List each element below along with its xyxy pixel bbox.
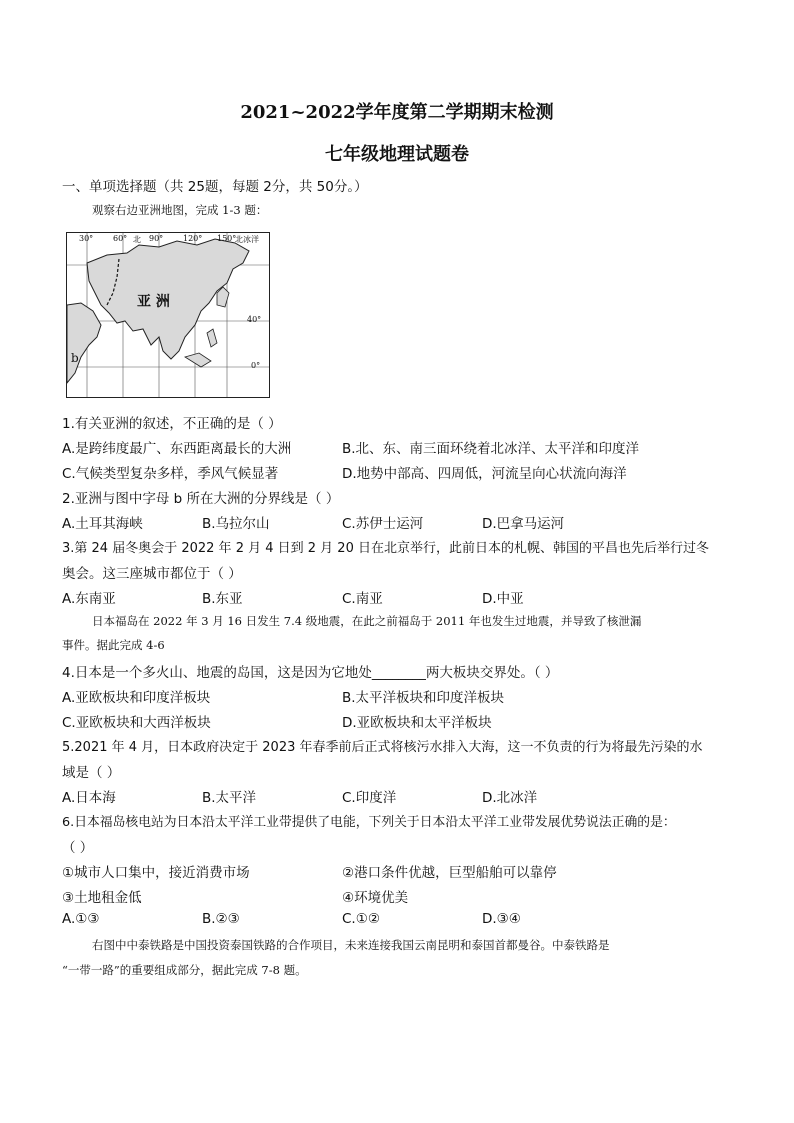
q6-stem-line2: （ ）: [62, 840, 94, 856]
q6-item-1: ①城市人口集中，接近消费市场: [62, 865, 250, 881]
q1-option-d: D.地势中部高、四周低，河流呈向心状流向海洋: [342, 466, 627, 482]
q4-stem: 4.日本是一个多火山、地震的岛国，这是因为它地处________两大板块交界处。（ ）: [62, 665, 559, 681]
q3-stem-line2: 奥会。这三座城市都位于（ ）: [62, 566, 242, 582]
intro-4-6-line1: 日本福岛在 2022 年 3 月 16 日发生 7.4 级地震，在此之前福岛于 2011 年也发生过地震，并导致了核泄漏: [92, 614, 642, 628]
q5-option-c: C.印度洋: [342, 790, 397, 806]
intro-1-3: 观察右边亚洲地图，完成 1-3 题：: [92, 203, 268, 217]
q1-option-b: B.北、东、南三面环绕着北冰洋、太平洋和印度洋: [342, 441, 640, 457]
map-label-b: b: [71, 351, 79, 365]
map-lat-40: 40°: [247, 315, 262, 324]
q4-option-a: A.亚欧板块和印度洋板块: [62, 690, 211, 706]
q3-stem-line1: 3.第 24 届冬奥会于 2022 年 2 月 4 日到 2 月 20 日在北京举行，此前日本的札幌、韩国的平昌也先后举行过冬: [62, 541, 709, 556]
q1-option-c: C.气候类型复杂多样，季风气候显著: [62, 466, 279, 482]
q1-option-a: A.是跨纬度最广、东西距离最长的大洲: [62, 441, 292, 457]
q6-item-3: ③土地租金低: [62, 890, 142, 906]
q5-option-d: D.北冰洋: [482, 790, 538, 806]
intro-7-8-line2: “一带一路”的重要组成部分，据此完成 7-8 题。: [62, 963, 307, 977]
q6-option-d: D.③④: [482, 911, 521, 927]
q3-option-d: D.中亚: [482, 591, 524, 607]
q6-item-4: ④环境优美: [342, 890, 409, 906]
asia-map-drawing: [67, 233, 269, 397]
map-lat-0: 0°: [251, 361, 261, 370]
map-lon-150: 150°: [217, 234, 237, 243]
q5-stem-line1: 5.2021 年 4 月，日本政府决定于 2023 年春季前后正式将核污水排入大海，这一不负责的行为将最先污染的水: [62, 740, 703, 755]
map-lon-60: 60°: [113, 234, 128, 243]
intro-7-8-line1: 右图中中泰铁路是中国投资泰国铁路的合作项目，未来连接我国云南昆明和泰国首都曼谷。中泰铁路是: [92, 938, 610, 952]
q5-option-a: A.日本海: [62, 790, 116, 806]
map-corner-text: 北冰洋: [235, 235, 259, 244]
q1-stem: 1.有关亚洲的叙述，不正确的是（ ）: [62, 416, 282, 432]
asia-map: [66, 232, 270, 398]
exam-subtitle: 七年级地理试题卷: [325, 144, 469, 165]
q3-option-c: C.南亚: [342, 591, 383, 607]
q2-option-b: B.乌拉尔山: [202, 516, 270, 532]
q2-stem: 2.亚洲与图中字母 b 所在大洲的分界线是（ ）: [62, 491, 340, 507]
q6-option-c: C.①②: [342, 911, 380, 927]
exam-title: 2021~2022学年度第二学期期末检测: [240, 102, 554, 123]
map-label-north: 北: [133, 235, 141, 244]
q6-option-b: B.②③: [202, 911, 240, 927]
intro-4-6-line2: 事件。据此完成 4-6: [62, 638, 165, 652]
q5-stem-line2: 域是（ ）: [62, 765, 121, 781]
map-lon-120: 120°: [183, 234, 203, 243]
map-label-asia: 亚 洲: [137, 294, 170, 310]
q4-option-d: D.亚欧板块和太平洋板块: [342, 715, 492, 731]
map-lon-90: 90°: [149, 234, 164, 243]
map-lon-30: 30°: [79, 234, 94, 243]
q5-option-b: B.太平洋: [202, 790, 257, 806]
q3-option-a: A.东南亚: [62, 591, 116, 607]
q4-option-b: B.太平洋板块和印度洋板块: [342, 690, 505, 706]
q4-option-c: C.亚欧板块和大西洋板块: [62, 715, 211, 731]
section-heading: 一、单项选择题（共 25题，每题 2分，共 50分。）: [62, 179, 368, 195]
q3-option-b: B.东亚: [202, 591, 243, 607]
q2-option-d: D.巴拿马运河: [482, 516, 565, 532]
q6-option-a: A.①③: [62, 911, 100, 927]
q2-option-c: C.苏伊士运河: [342, 516, 424, 532]
q2-option-a: A.土耳其海峡: [62, 516, 143, 532]
q6-stem-line1: 6.日本福岛核电站为日本沿太平洋工业带提供了电能，下列关于日本沿太平洋工业带发展优势说法正确的是：: [62, 815, 676, 830]
q6-item-2: ②港口条件优越，巨型船舶可以靠停: [342, 865, 557, 881]
